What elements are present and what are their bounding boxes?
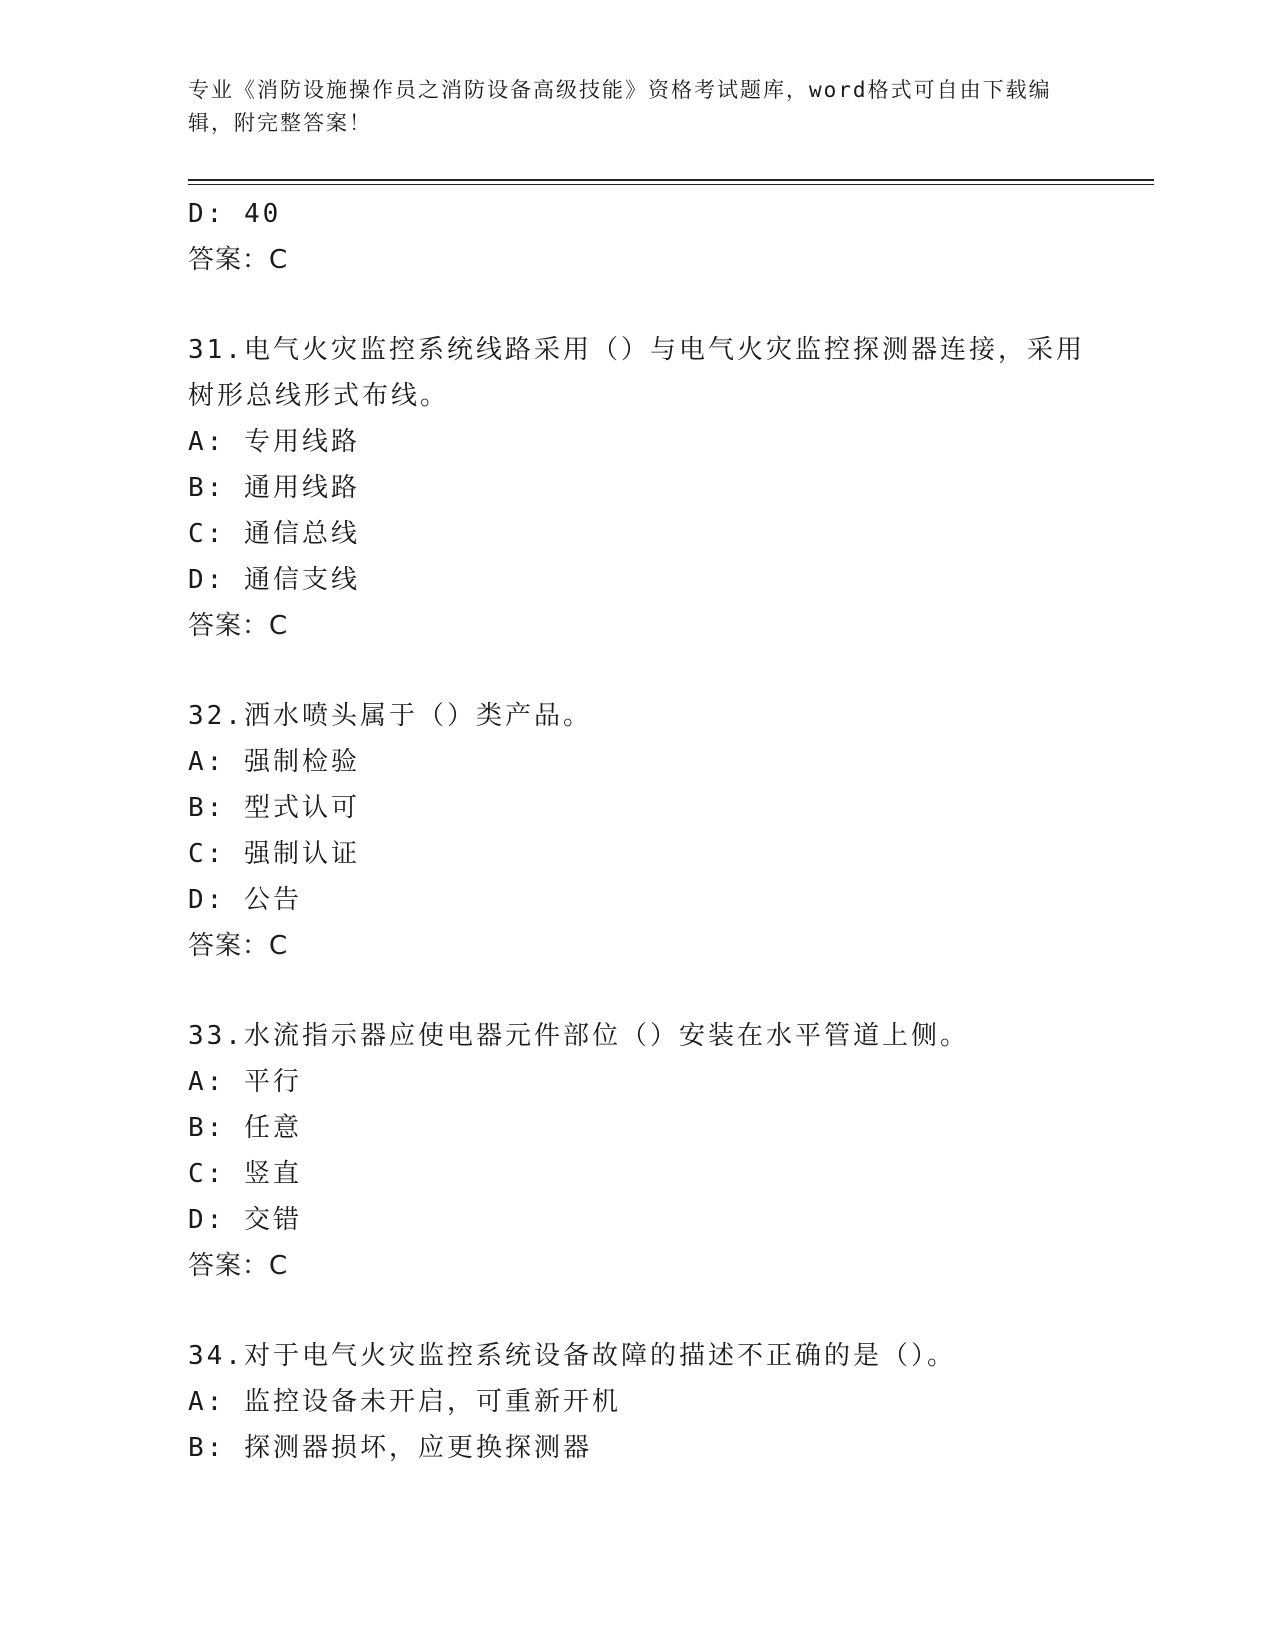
option-b: B: 通用线路	[188, 473, 360, 503]
option-d: D: 交错	[188, 1205, 302, 1235]
option-a: A: 专用线路	[188, 427, 360, 457]
option-b: B: 型式认可	[188, 793, 360, 823]
answer-line: 答案：C	[188, 611, 289, 641]
option-a: A: 监控设备未开启，可重新开机	[188, 1387, 621, 1417]
header-rule-thin	[188, 184, 1154, 185]
option-d: D: 公告	[188, 885, 302, 915]
header-rule-thick	[188, 179, 1154, 181]
previous-question-continuation	[188, 191, 1088, 283]
question-content	[188, 191, 1088, 1471]
option-d: D: 40	[188, 199, 282, 229]
option-c: C: 通信总线	[188, 519, 360, 549]
answer-line: 答案：C	[188, 1251, 289, 1281]
page-header: 专业《消防设施操作员之消防设备高级技能》资格考试题库，word格式可自由下载编辑，附完整答案！	[188, 78, 1052, 135]
question-34	[188, 1333, 1088, 1471]
question-stem: 34.对于电气火灾监控系统设备故障的描述不正确的是（）。	[188, 1341, 956, 1371]
question-31	[188, 327, 1088, 649]
question-32	[188, 693, 1088, 969]
option-a: A: 强制检验	[188, 747, 360, 777]
question-stem: 32.洒水喷头属于（）类产品。	[188, 701, 592, 731]
question-stem: 33.水流指示器应使电器元件部位（）安装在水平管道上侧。	[188, 1021, 969, 1051]
option-c: C: 强制认证	[188, 839, 360, 869]
answer-line: 答案：C	[188, 245, 289, 275]
option-a: A: 平行	[188, 1067, 302, 1097]
question-stem: 31.电气火灾监控系统线路采用（）与电气火灾监控探测器连接，采用树形总线形式布线。	[188, 335, 1085, 411]
option-b: B: 任意	[188, 1113, 302, 1143]
answer-line: 答案：C	[188, 931, 289, 961]
option-b: B: 探测器损坏，应更换探测器	[188, 1433, 592, 1463]
question-33	[188, 1013, 1088, 1289]
option-d: D: 通信支线	[188, 565, 360, 595]
option-c: C: 竖直	[188, 1159, 302, 1189]
